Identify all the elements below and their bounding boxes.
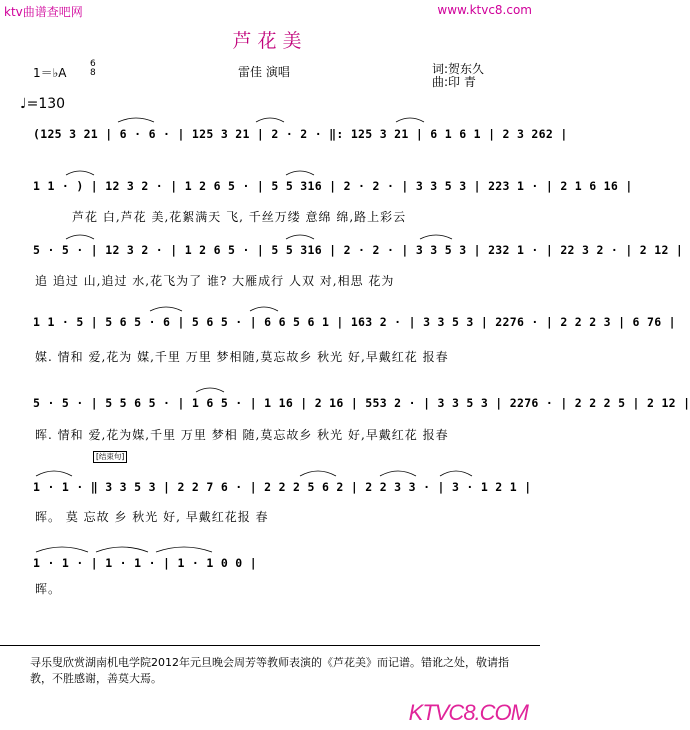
staff-line-4-notes: 1 1 · 5 | 5 6 5 · 6 | 5 6 5 · | 6 6 5 6 1 | 163 2 · | 3 3 5 3 | 2276 · | 2 2 2 3 | 6 76 | [33, 315, 676, 329]
ending-section-label: [结束句] [93, 451, 127, 463]
footer-divider [0, 645, 540, 646]
staff-line-6-lyrics: 晖。 莫 忘故 乡 秋光 好, 早戴红花报 春 [35, 510, 269, 524]
transcription-note: 寻乐叟欣赏湖南机电学院2012年元旦晚会周芳等教师表演的《芦花美》而记谱。错讹之处，敬请指教，不胜感谢，善莫大焉。 [30, 656, 509, 685]
song-title: 芦花美 [232, 30, 308, 52]
key-signature: 1＝♭A [33, 66, 67, 80]
staff-line-5-notes: 5 · 5 · | 5 5 6 5 · | 1 6 5 · | 1 16 | 2 16 | 553 2 · | 3 3 5 3 | 2276 · | 2 2 2 5 | 2 12 | [33, 396, 690, 410]
staff-line-7-lyrics: 晖。 [35, 582, 62, 596]
staff-line-6-notes: 1 · 1 · ‖ 3 3 5 3 | 2 2 7 6 · | 2 2 2 5 6 2 | 2 2 3 3 · | 3 · 1 2 1 | [33, 480, 532, 494]
time-signature-top: 6 [90, 59, 96, 69]
staff-line-4-lyrics: 媒. 情和 爱,花为 媒,千里 万里 梦相随,莫忘故乡 秋光 好,早戴红花 报春 [35, 350, 449, 364]
composer-credit: 曲:印 青 [432, 75, 476, 89]
staff-line-2-lyrics: 芦花 白,芦花 美,花絮满天 飞, 千丝万缕 意绵 绵,路上彩云 [72, 210, 407, 224]
staff-line-7-notes: 1 · 1 · | 1 · 1 · | 1 · 1 0 0 | [33, 556, 257, 570]
staff-line-5-lyrics: 晖. 情和 爱,花为媒,千里 万里 梦相 随,莫忘故乡 秋光 好,早戴红花 报春 [35, 428, 449, 442]
lyricist-credit: 词:贺东久 [432, 62, 485, 76]
staff-line-2-notes: 1 1 · ) | 12 3 2 · | 1 2 6 5 · | 5 5 316 | 2 · 2 · | 3 3 5 3 | 223 1 · | 2 1 6 16 | [33, 179, 633, 193]
watermark-site-name: ktv曲谱查吧网 [4, 5, 83, 19]
staff-line-1-notes: (125 3 21 | 6 · 6 · | 125 3 21 | 2 · 2 · ‖: 125 3 21 | 6 1 6 1 | 2 3 262 | [33, 127, 568, 141]
performer-credit: 雷佳 演唱 [238, 65, 290, 79]
watermark-url[interactable]: www.ktvc8.com [437, 3, 532, 17]
site-logo: KTVC8.COM [408, 700, 528, 725]
tempo-marking: ♩=130 [20, 96, 66, 112]
staff-line-3-notes: 5 · 5 · | 12 3 2 · | 1 2 6 5 · | 5 5 316 | 2 · 2 · | 3 3 5 3 | 232 1 · | 22 3 2 · | 2 12 | [33, 243, 684, 257]
time-signature-bottom: 8 [90, 68, 96, 78]
staff-line-3-lyrics: 追 追过 山,追过 水,花飞为了 谁? 大雁成行 人双 对,相思 花为 [35, 274, 395, 288]
